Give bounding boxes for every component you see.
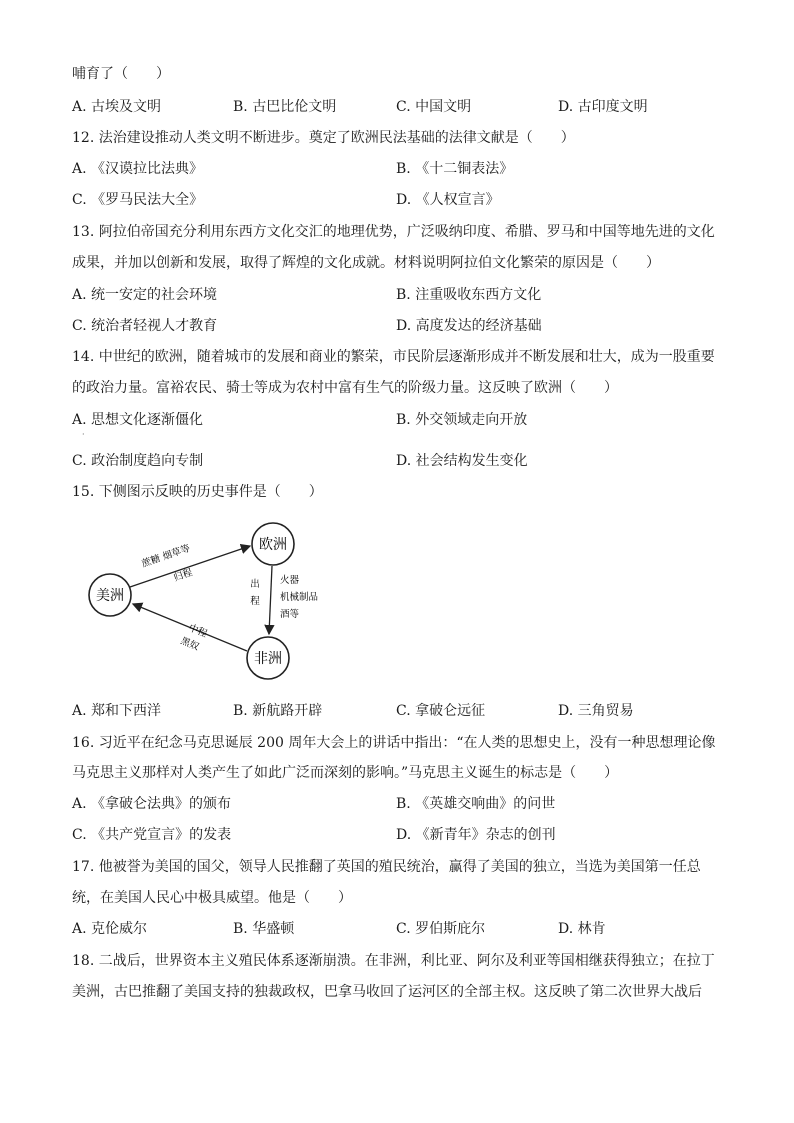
q11-option-b: B. 古巴比伦文明: [233, 99, 337, 115]
node-america-label: 美洲: [96, 588, 124, 604]
q12-option-d: D. 《人权宣言》: [396, 192, 500, 208]
q12-option-a: A. 《汉谟拉比法典》: [72, 161, 204, 177]
label-goods-3: 酒等: [280, 609, 300, 620]
q16-stem-line1: 16. 习近平在纪念马克思诞辰 200 周年大会上的讲话中指出：“在人类的思想史上，没有一种思想理论像: [72, 735, 716, 751]
q17-option-d: D. 林肯: [558, 921, 606, 937]
q13-stem-line2: 成果，并加以创新和发展，取得了辉煌的文化成就。材料说明阿拉伯文化繁荣的原因是（ ）: [72, 255, 660, 271]
q16-option-a: A. 《拿破仑法典》的颁布: [72, 796, 232, 812]
label-goods-2: 机械制品: [280, 592, 319, 603]
q11-option-d: D. 古印度文明: [558, 99, 648, 115]
q13-stem-line1: 13. 阿拉伯帝国充分利用东西方文化交汇的地理优势，广泛吸纳印度、希腊、罗马和中国等地先进的文化: [72, 224, 715, 240]
q14-option-b: B. 外交领域走向开放: [396, 412, 528, 428]
label-slaves: 黑奴: [178, 635, 201, 653]
q11-option-a: A. 古埃及文明: [72, 99, 162, 115]
q15-option-d: D. 三角贸易: [558, 703, 634, 719]
label-return-goods: 蔗糖 烟草等: [140, 542, 192, 570]
node-europe-label: 欧洲: [259, 537, 287, 553]
q17-option-a: A. 克伦威尔: [72, 921, 148, 937]
q13-option-d: D. 高度发达的经济基础: [396, 318, 542, 334]
q17-option-c: C. 罗伯斯庇尔: [396, 921, 486, 937]
q12-option-c: C. 《罗马民法大全》: [72, 192, 204, 208]
q16-stem-line2: 马克思主义那样对人类产生了如此广泛而深刻的影响。”马克思主义诞生的标志是（ ）: [72, 765, 619, 781]
q15-option-b: B. 新航路开辟: [233, 703, 323, 719]
node-africa: [247, 637, 289, 679]
q14-stem-line2: 的政治力量。富裕农民、骑士等成为农村中富有生气的阶级力量。这反映了欧洲（ ）: [72, 380, 618, 396]
q14-stem-line1: 14. 中世纪的欧洲，随着城市的发展和商业的繁荣，市民阶层逐渐形成并不断发展和壮大，成为一股重要: [72, 349, 715, 365]
label-middle-passage: 中程: [186, 622, 209, 640]
stray-dot-mark: ·: [82, 430, 85, 439]
q15-stem: 15. 下侧图示反映的历史事件是（ ）: [72, 484, 323, 500]
q13-option-b: B. 注重吸收东西方文化: [396, 287, 542, 303]
q14-option-d: D. 社会结构发生变化: [396, 453, 528, 469]
q15-option-a: A. 郑和下西洋: [72, 703, 162, 719]
q16-option-b: B. 《英雄交响曲》的问世: [396, 796, 556, 812]
q16-option-c: C. 《共产党宣言》的发表: [72, 827, 232, 843]
q11-stem-tail: 哺育了（ ）: [72, 66, 170, 82]
label-return-leg: 归程: [172, 567, 194, 584]
label-goods-1: 火器: [280, 575, 300, 586]
q18-stem-line1: 18. 二战后，世界资本主义殖民体系逐渐崩溃。在非洲，利比亚、阿尔及利亚等国相继获得独立；在拉丁: [72, 953, 715, 969]
q12-option-b: B. 《十二铜表法》: [396, 161, 514, 177]
q12-stem: 12. 法治建设推动人类文明不断进步。奠定了欧洲民法基础的法律文献是（ ）: [72, 130, 575, 146]
q14-option-a: A. 思想文化逐渐僵化: [72, 412, 204, 428]
label-outbound-2: 程: [250, 596, 260, 607]
q11-option-c: C. 中国文明: [396, 99, 472, 115]
q15-option-c: C. 拿破仑远征: [396, 703, 486, 719]
triangular-trade-diagram: [80, 515, 340, 685]
q18-stem-line2: 美洲，古巴推翻了美国支持的独裁政权，巴拿马收回了运河区的全部主权。这反映了第二次世界大战后: [72, 984, 702, 1000]
q17-option-b: B. 华盛顿: [233, 921, 295, 937]
node-africa-label: 非洲: [254, 651, 282, 667]
node-europe: [252, 523, 294, 565]
label-outbound-1: 出: [250, 579, 260, 590]
arrow-europe-to-africa: [269, 566, 272, 634]
q17-stem-line1: 17. 他被誉为美国的国父，领导人民推翻了英国的殖民统治，赢得了美国的独立，当选为美国第一任总: [72, 859, 701, 875]
q14-option-c: C. 政治制度趋向专制: [72, 453, 204, 469]
q17-stem-line2: 统，在美国人民心中极具威望。他是（ ）: [72, 890, 352, 906]
q13-option-c: C. 统治者轻视人才教育: [72, 318, 218, 334]
q16-option-d: D. 《新青年》杂志的创刊: [396, 827, 556, 843]
q13-option-a: A. 统一安定的社会环境: [72, 287, 218, 303]
node-america: [89, 574, 131, 616]
